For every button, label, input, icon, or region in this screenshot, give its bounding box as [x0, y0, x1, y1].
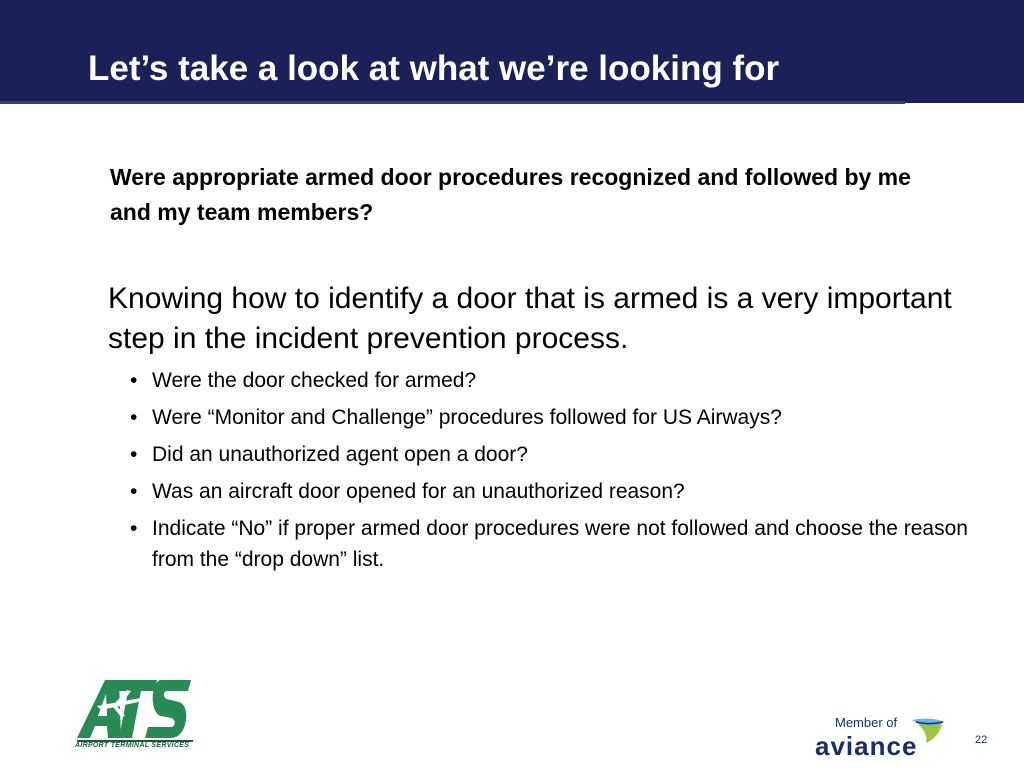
bullet-text: Indicate “No” if proper armed door procedures were not followed and choose the reason from the “drop down” list. [152, 517, 968, 571]
bullet-item [130, 365, 970, 396]
bullet-item [130, 513, 970, 575]
bullet-item [130, 402, 970, 433]
bullet-text: Was an aircraft door opened for an unauthorized reason? [152, 480, 685, 503]
page-number: 22 [975, 734, 988, 746]
bullet-text: Did an unauthorized agent open a door? [152, 443, 528, 466]
avianca-wordmark: aviance [815, 731, 918, 761]
bullet-dot: • [130, 517, 138, 540]
bullet-text: Were the door checked for armed? [152, 369, 477, 392]
bullet-dot: • [130, 406, 138, 429]
bullet-list [130, 365, 970, 581]
bullet-dot: • [130, 480, 138, 503]
avianca-logo-icon [910, 716, 946, 746]
question-heading: Were appropriate armed door procedures recognized and followed by me and my team members? [110, 164, 911, 225]
intro-text: Knowing how to identify a door that is armed is a very important step in the incident prevention process. [108, 282, 952, 355]
bullet-item [130, 439, 970, 470]
bullet-text: Were “Monitor and Challenge” procedures followed for US Airways? [152, 406, 782, 429]
bullet-item [130, 476, 970, 507]
bullet-dot: • [130, 369, 138, 392]
bullet-dot: • [130, 443, 138, 466]
header-underline [0, 101, 905, 104]
ats-tagline: AIRPORT TERMINAL SERVICES [75, 742, 190, 749]
member-of-label: Member of [835, 715, 898, 730]
slide-title: Let’s take a look at what we’re looking for [88, 49, 780, 88]
